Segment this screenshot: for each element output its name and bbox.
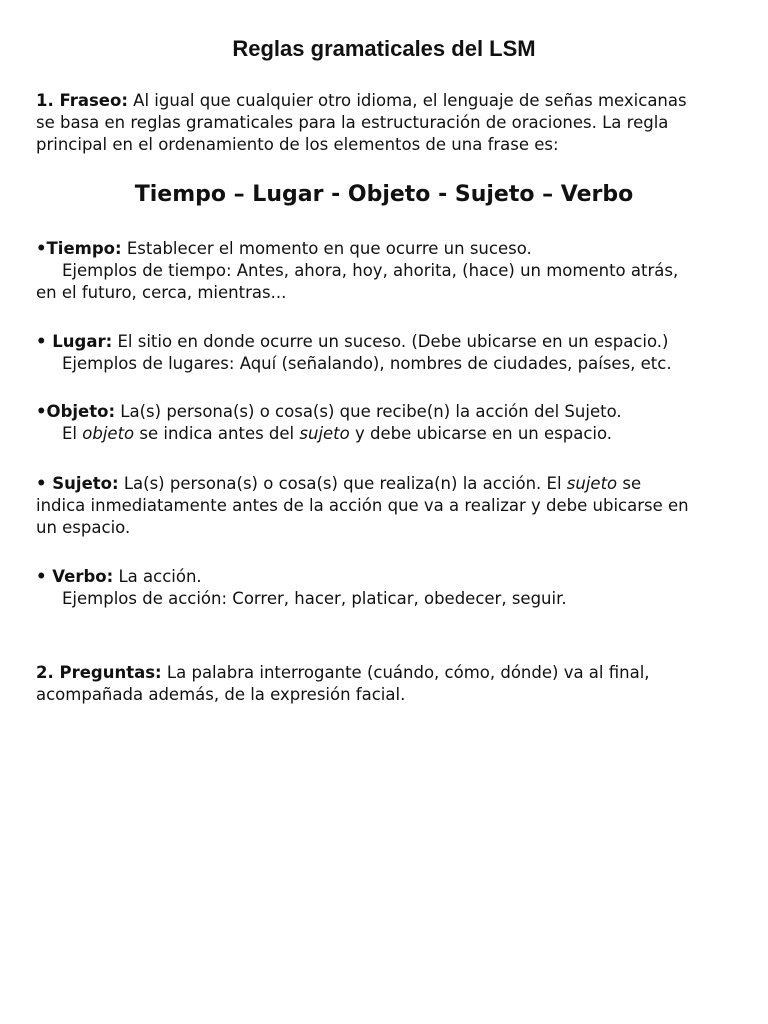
tiempo-label: •Tiempo:: [36, 239, 122, 258]
preguntas-line-2: acompañada además, de la expresión facial.: [36, 685, 406, 704]
preguntas-section: [36, 662, 736, 706]
objeto-text-1: La(s) persona(s) o cosa(s) que recibe(n) la acción del Sujeto.: [115, 402, 622, 421]
tiempo-line-1: [36, 238, 736, 260]
objeto-text-2e: y debe ubicarse en un espacio.: [349, 424, 613, 443]
verbo-section: [36, 566, 736, 610]
preguntas-label: 2. Preguntas:: [36, 663, 162, 682]
lugar-examples: Ejemplos de lugares: Aquí (señalando), nombres de ciudades, países, etc.: [62, 354, 672, 373]
fraseo-text-1: Al igual que cualquier otro idioma, el lenguaje de señas mexicanas: [127, 91, 687, 110]
tiempo-text-1: Establecer el momento en que ocurre un suceso.: [121, 239, 532, 258]
page-title: Reglas gramaticales del LSM: [232, 36, 536, 61]
lugar-label: • Lugar:: [36, 332, 113, 351]
verbo-line-1: [36, 566, 736, 588]
lugar-section: [36, 331, 736, 375]
sujeto-text-1a: La(s) persona(s) o cosa(s) que realiza(n) la acción. El: [118, 474, 567, 493]
verbo-text-1: La acción.: [113, 567, 202, 586]
sujeto-term: sujeto: [566, 474, 618, 493]
objeto-term-objeto: objeto: [82, 424, 135, 443]
objeto-term-sujeto: sujeto: [299, 424, 350, 443]
tiempo-section: [36, 238, 736, 304]
sujeto-text-1c: se: [617, 474, 642, 493]
objeto-section: [36, 401, 736, 445]
sujeto-line-3: un espacio.: [36, 518, 131, 537]
sujeto-section: [36, 473, 736, 539]
objeto-text-2c: se indica antes del: [134, 424, 300, 443]
preguntas-line-1: [36, 662, 736, 684]
sujeto-line-1: [36, 473, 736, 495]
objeto-line-1: [36, 401, 736, 423]
objeto-label: •Objeto:: [36, 402, 116, 421]
verbo-label: • Verbo:: [36, 567, 114, 586]
fraseo-section: [36, 90, 736, 156]
verbo-examples: Ejemplos de acción: Correr, hacer, platicar, obedecer, seguir.: [62, 589, 567, 608]
preguntas-text-1: La palabra interrogante (cuándo, cómo, dónde) va al final,: [161, 663, 650, 682]
lugar-line-1: [36, 331, 736, 353]
objeto-line-2: [36, 423, 736, 445]
fraseo-line-1: [36, 90, 736, 112]
tiempo-line-3: en el futuro, cerca, mientras...: [36, 283, 287, 302]
sujeto-line-2: indica inmediatamente antes de la acción que va a realizar y debe ubicarse en: [36, 496, 689, 515]
fraseo-line-3: principal en el ordenamiento de los elementos de una frase es:: [36, 135, 559, 154]
sujeto-label: • Sujeto:: [36, 474, 119, 493]
grammar-order-formula: Tiempo – Lugar - Objeto - Sujeto – Verbo: [134, 182, 634, 207]
fraseo-line-2: se basa en reglas gramaticales para la estructuración de oraciones. La regla: [36, 113, 669, 132]
tiempo-examples: Ejemplos de tiempo: Antes, ahora, hoy, ahorita, (hace) un momento atrás,: [62, 261, 679, 280]
lugar-text-1: El sitio en donde ocurre un suceso. (Debe ubicarse en un espacio.): [112, 332, 669, 351]
objeto-text-2a: El: [62, 424, 83, 443]
fraseo-label: 1. Fraseo:: [36, 91, 128, 110]
